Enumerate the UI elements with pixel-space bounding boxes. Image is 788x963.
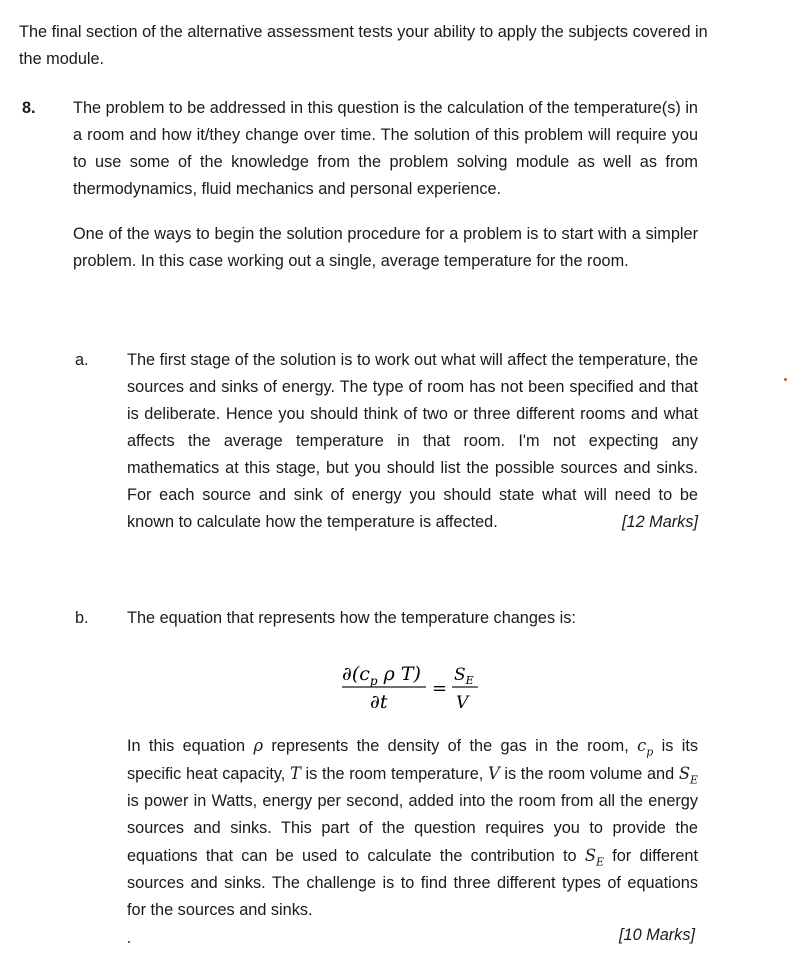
- part-a-text: [127, 347, 698, 536]
- symbol-cp: $c_p$: [637, 736, 654, 759]
- part-b-intro: The equation that represents how the temperature changes is:: [127, 609, 576, 627]
- part-a-label: a.: [75, 351, 89, 369]
- part-b-text-6: is power in Watts, energy per second, added into the room from all the energy sources and sinks. This part of the question requires you to provide the equations that can be used to calculate the contribution to: [127, 792, 698, 865]
- part-b-text-3: is its specific heat capacity,: [127, 737, 698, 783]
- symbol-se: $S_E$: [678, 764, 698, 787]
- part-b-text-5: is the room volume and: [499, 765, 679, 783]
- part-b-marks: [10 Marks]: [618, 926, 695, 944]
- symbol-t: T: [290, 764, 301, 783]
- symbol-se-2: $S_E$: [584, 846, 605, 869]
- equals-sign: =: [432, 678, 448, 699]
- question-number: 8.: [22, 99, 36, 117]
- question-paragraph-1: The problem to be addressed in this question is the calculation of the temperature(s) in a room and how it/they change over time. The solution of this problem will require you to use some of the knowledge from the problem solving module as well as from thermodynamics, fluid mechanics and personal experience.: [73, 99, 698, 198]
- part-b-text-1: In this equation: [127, 737, 254, 755]
- question-body: [73, 95, 698, 293]
- equation-rhs-numerator: $S_E$: [454, 665, 474, 687]
- intro-paragraph: The final section of the alternative assessment tests your ability to apply the subjects covered in the module.: [19, 23, 708, 68]
- symbol-rho: ρ: [253, 736, 264, 755]
- part-b-text-4: is the room temperature,: [300, 765, 488, 783]
- equation-denominator: ∂t: [370, 691, 388, 713]
- part-b-explanation: [127, 732, 698, 924]
- stray-mark: [784, 378, 787, 381]
- part-b-text-2: represents the density of the gas in the room,: [263, 737, 638, 755]
- part-a-marks: [12 Marks]: [621, 513, 698, 531]
- question-paragraph-2: One of the ways to begin the solution procedure for a problem is to start with a simpler problem. In this case working out a single, average temperature for the room.: [73, 225, 698, 270]
- equation-numerator: $\partial(c_p$ ρ T): [342, 663, 421, 688]
- part-a-body: The first stage of the solution is to work out what will affect the temperature, the sources and sinks of energy. The type of room has not been specified and that is deliberate. Hence you should think of two or three different rooms and what affects the average temperature in that room. I'm not expecting any mathematics at this stage, but you should list the possible sources and sinks. For each source and sink of energy you should state what will need to be known to calculate how the temperature is affected.: [127, 351, 698, 531]
- equation-rhs-denominator: V: [456, 693, 469, 713]
- temperature-equation: [340, 656, 490, 716]
- part-b-text-7: for different sources and sinks. The challenge is to find three different types of equations for the sources and sinks.: [127, 847, 698, 919]
- symbol-v: V: [487, 764, 500, 783]
- part-b-label: b.: [75, 609, 89, 627]
